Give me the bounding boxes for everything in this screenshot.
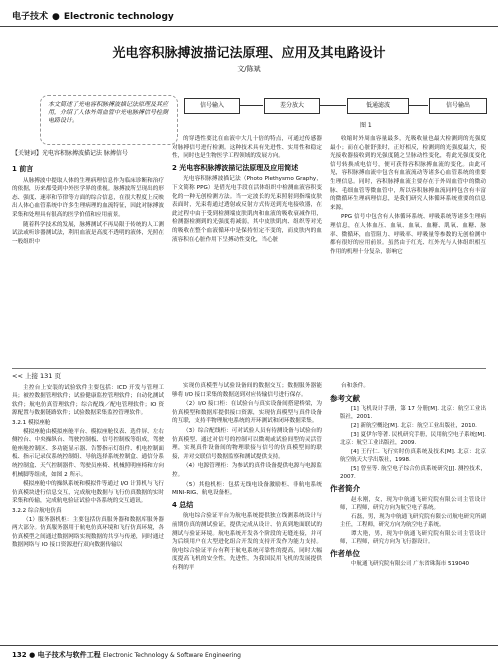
paragraph: PPG 信号中包含有人体循环系统、呼吸系统等诸多生理病理信息，在人体血压、血氧、血氧、血糖、肌氧、血糖、脉率、微循环，血管阻力、呼吸率、呼吸量等参数的无创检测中都有很好的应用前景。虽然由于红光、红外光与人体组织相互作用的机理十分复杂，影响它 (330, 214, 486, 255)
journal-name-cn: 电子技术 (12, 12, 49, 22)
footer-dot: ● (29, 651, 36, 659)
diagram-caption: 图 1 (360, 122, 372, 129)
paragraph: 随着科学技术的发展，脉搏测试不再局限于传统的人工测试法或听诊器测试法，利用血液是高度不透明的液体，光照在一般组织中 (12, 221, 164, 245)
paragraph: 从脉搏波中提取人体的生理病理信息作为临床诊断和治疗的依据，历来都受到中外医学界的重视。脉搏波所呈现出的形态、强度、速率和节律等方面的综合信息，在很大程度上反映出人体心血管系统中许多生理病理的血流特征，因此对脉搏波采集和处理具有很高的医学价值和应用前景。 (12, 177, 164, 218)
paragraph: 的穿透性要比在血液中大几十倍的特点，可通过传感器对脉搏信号进行检测。这种技术具有先进性、实用性和稳定性，同时也是生物医学工程领域的发展方向。 (172, 136, 322, 160)
diagram-box-input: 信号输入 (184, 98, 240, 114)
subheading: 3.2.2 综合航电仿真 (12, 507, 62, 514)
section-2-heading: 2 光电容积脉搏波描记法原理及应用简述 (172, 163, 299, 172)
footer-rule (0, 645, 498, 646)
continued-label: << 上接 131 页 (12, 372, 61, 380)
section-divider (12, 368, 486, 369)
paragraph: 模拟座舱由模拟座舱平台、模拟座舱仪表、选件屏、左右侧控台、中央操纵台、驾驶控制板、信号控制板等组成，驾驶舱座舱控制区、多功能显示器、告警指示灯组件、机电控制面板、指示记录仪系统控制组、导航选择系统控制盒、通信分系统控制盒、天气控制器件、驾驶员座椅、机械照明座椅和方向机械脚等组成，如图 2 所示。 (12, 428, 164, 478)
reference-item: [3] 夏伊尔等著. 民机研究手册，民用航空电子系统[M]. 北京：航空工业出版社，2009. (340, 432, 486, 447)
column-2-bottom (172, 382, 322, 642)
diagram-arrow (239, 105, 263, 106)
footer-name-en: Electronic Technology & Software Engineering (103, 652, 241, 659)
paragraph: 实现仿真模型与试验设备间的数据交互；数据服务器能够将 I/O 接口采集的数据送到对应传输信号进行保存。 (172, 383, 322, 398)
reference-item: [2] 新航空概论[M]. 北京：航空工业出版社，2010. (351, 423, 477, 430)
diagram-arrow (319, 105, 346, 106)
paragraph: （5）其他机柜：包括无线电设备激励柜、非航电系统 MINI-RIG、航电设备柜。 (172, 481, 322, 497)
article-author: 文/陈斌 (237, 65, 261, 73)
author-intro-item: 赵永刚，女，现为中航通飞研究院有限公司主管设计师，工程师，研究方向为航空电子系统。 (340, 496, 486, 511)
paragraph: （4）电源管理柜：为参试的真件设备提供电源与电源监控。 (172, 463, 322, 478)
paragraph: （2）I/O 接口柜：在试验台与真实设备间搭建桥梁，为仿真模型和数据库提供接口资源，实现仿真模型与真件设备的互联，支持半物理航电系统的开环测试和闭环数据采集。 (172, 401, 322, 425)
section-4-heading: 4 总结 (172, 500, 194, 509)
column-3-top (330, 135, 486, 364)
column-1-top (12, 162, 164, 364)
page-number: 132 (12, 651, 27, 659)
diagram-box-filter: 低通滤波 (347, 98, 409, 114)
header-rule (0, 26, 498, 27)
reference-item: [4] 王行仁. 飞行实时仿真系统及技术[M]. 北京：北京航空航天大学出版社，1998. (340, 449, 486, 464)
author-intro-heading: 作者简介 (330, 484, 360, 494)
diagram-box-amplifier: 差分放大 (264, 98, 320, 114)
journal-name-en: Electronic technology (63, 12, 174, 22)
paragraph: 主控台上安装的试验软件主要包括：ICD 开发与管理工具；被控数据管理软件；试验健康监控管理软件；自动化测试软件；航电仿真管理软件；综合配线／配电管理软件；IO 资源配置与数据链路软件；试验数据采集监控管理软件。 (12, 384, 164, 417)
paragraph: 台和条件。 (341, 383, 369, 389)
keywords: 【关键词】光电容积脉搏波描记法 脉搏信号 (12, 150, 128, 157)
paragraph: 收缩时外周血容量最多，光吸收量也最大检测到的光强度最小；而在心脏舒张时，正好相反，检测到的光强度最大，使光接收器接收到的光强度随之呈脉动性变化，将此光强度变化信号转换成电信号，便可获得容积脉搏血流的变化。由此可见，容积脉搏血流中包含有血液流动等诸多心血管系统的重要生理信息。同时，容积脉搏血流主要存在于外周血管中的微动脉、毛细血管等微血管中，所以容积脉搏血流同样包含有丰富的微循环生理病理信息，是我们研究人体循环系统重要的信息来源。 (330, 136, 486, 211)
diagram-box-output: 信号输出 (429, 98, 487, 114)
journal-header (12, 9, 174, 22)
abstract-text: 本文简述了光电容积脉搏波描记法原理及其应用，介绍了人体外周血管中光电脉搏信号检测电路设计。 (48, 101, 169, 124)
diagram-arrow (408, 105, 428, 106)
article-title: 光电容积脉搏波描记法原理、应用及其电路设计 (112, 46, 386, 61)
paragraph: 模拟座舱中的操纵系统和模拟件等通过 I/O 计算机与飞行仿真模块进行信息交互，完成航电数据与飞行仿真数据的实时采集和传输，完成航电验证试验中各系统的交互通讯。 (12, 481, 164, 505)
reference-item: [5] 曾至等. 航空电子综合仿真系统研究[J]. 测控技术，2007. (340, 466, 486, 481)
section-1-heading: 1 前言 (12, 165, 34, 173)
column-1-bottom (12, 372, 164, 642)
reference-item: [1] 飞机设计手册，第 17 分册[M]. 北京：航空工业出版社，2001. (340, 406, 486, 421)
affiliation-heading: 作者单位 (330, 548, 360, 558)
paragraph: 航电综合验证平台为航电系统提供独立线测系统设计与前期仿真的测试验证，提供完成从设计、仿真到地面联试的测试与验证环境。航电系统开发各个阶段的无缝连接，并可为后续用户在大型进化组合开发的支持开发作为能力支持。航电综合验证平台有利于航电系统可靠性的提高，同时大幅度提高飞机的安全性，先进性，为我国民用飞机的发展提供有利的平 (172, 513, 322, 571)
header-dot: ● (52, 12, 60, 22)
affiliation-text: 中航通飞研究院有限公司 广东省珠海市 519040 (351, 561, 469, 568)
page-footer (12, 650, 241, 660)
author-intro-item: 石磊，男，现为中航通飞研究院有限公司航电研究所副主任，工程师，研究方向为航空电子系统。 (340, 513, 486, 528)
footer-name-cn: 电子技术与软件工程 (37, 651, 101, 659)
block-diagram (184, 98, 486, 114)
abstract-box (40, 95, 178, 145)
references-heading: 参考文献 (330, 393, 360, 403)
column-2-top (172, 135, 322, 364)
author-intro-item: 谭大艳，男，现为中航通飞研究院有限公司主管设计师，工程师，研究方向为飞行器设计。 (340, 530, 486, 545)
paragraph: （3）综合配线柜：可对试验人员有待测设备与试验台的仿真模型、通过对信号的控制可以微观或试验间型的灵活管理，实现真件设备间的物理联接与信号的仿真模型间的联接，并对交联信号数据监察和测试提供支持。 (172, 427, 322, 460)
subheading: 3.2.1 模拟座舱 (12, 419, 51, 426)
paragraph: 光电容积脉搏波描记法（Photo Plethysmo Graphy，下文简称 PPG）是借光电手段在活体组织中检测血液容积变化的一种无创检测方法。当一定波长的光束照射到指端皮肤表面时，光束将通过透射或反射方式传送到光电接收器，在此过程中由于受到检测端皮肤肌肉和血液的吸收衰减作用，检测器检测到的光强度将减弱，其中皮肤肌肉、组织等对光的吸收在整个血液循环中是保持恒定不变的，而皮肤内的血液容积在心脏作用下呈搏动性变化，当心脏 (172, 176, 322, 243)
column-3-bottom (330, 382, 486, 642)
paragraph: （1）服务器机柜：主要包括仿真服务器和数据库服务器两大部分。仿真服务器用于航电仿真环境和飞行仿真环境，各仿真模型之间通过数据网络实现数据的共享与传递，同时通过数据网络与 IO 接口资源进行双向数据传输以 (12, 516, 164, 549)
